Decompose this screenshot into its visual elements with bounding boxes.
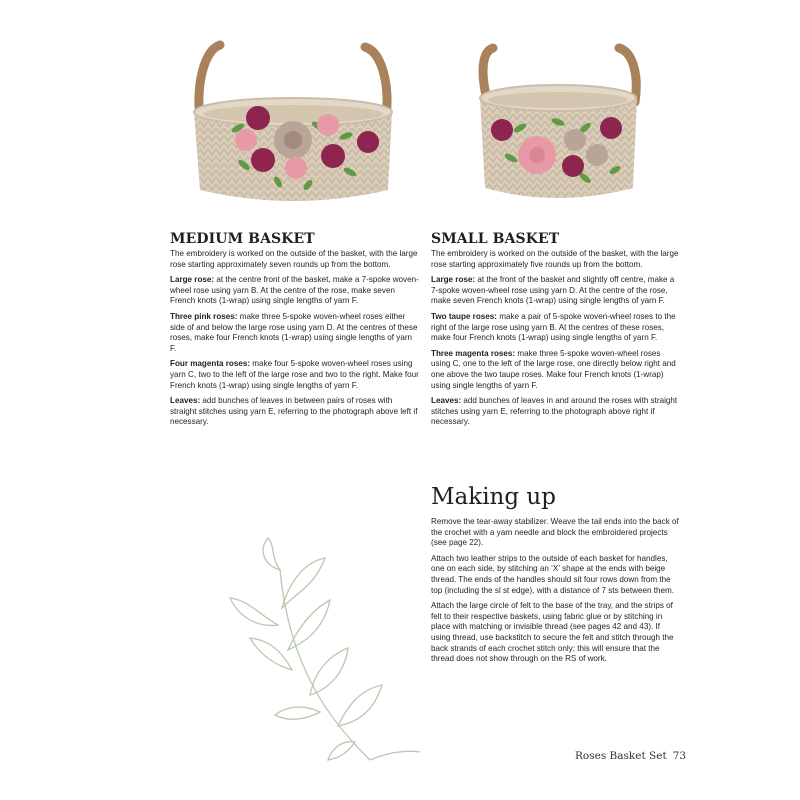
medium-item [170, 396, 420, 428]
item-text: add bunches of leaves in and around the roses with straight stitches using yarn E, referring to the photograph above right if necessary. [431, 396, 678, 427]
medium-basket-section [170, 231, 420, 433]
medium-item [170, 359, 420, 391]
item-text: add bunches of leaves in between pairs of roses with straight stitches using yarn E, referring to the photograph above left if necessary. [170, 396, 418, 427]
page-number: 73 [672, 750, 687, 762]
item-label: Large rose: [431, 275, 476, 285]
item-text: at the centre front of the basket, make a 7-spoke woven-wheel rose using yarn B. At the centre of the rose, make seven French knots (1-wrap) using single lengths of yarn F. [170, 275, 419, 306]
making-up-heading: Making up [431, 484, 556, 510]
item-label: Leaves: [170, 396, 201, 406]
item-text: make a pair of 5-spoke woven-wheel roses to the right of the large rose using yarn B. At the centres of these roses, make four French knots (1-wrap) using single lengths of yarn F. [431, 311, 676, 343]
small-basket-section [431, 231, 681, 433]
item-label: Two taupe roses: [431, 311, 497, 321]
item-text: make four 5-spoke woven-wheel roses using yarn C, two to the left of the large rose and two to the right. Make four French knots (1-wrap) using single lengths of yarn F. [170, 359, 419, 390]
making-up-paragraph: Attach two leather strips to the outside of each basket for handles, one on each side, by stitching an ‘X’ shape at the ends with beige thread. The ends of the handles should sit four rows down from the top (including the sl st edge), with a distance of 7 sts between them. [431, 553, 674, 595]
medium-basket-photo [168, 30, 418, 225]
item-label: Four magenta roses: [170, 359, 251, 369]
page-footer [575, 750, 686, 762]
decorative-vine-illustration [220, 530, 460, 770]
small-item [431, 312, 681, 344]
item-text: make three 5-spoke woven-wheel roses either side of and below the large rose using yarn D. At the centres of these roses, make four French knots (1-wrap) using single lengths of yarn F. [170, 311, 418, 353]
making-up-paragraph: Attach the large circle of felt to the base of the tray, and the strips of felt to their respective baskets, using fabric glue or by stitching in place with matching or invisible thread (see pages 42 and 43). If using thread, use backstitch to secure the felt and stitch through the back strands of each crochet stitch only; this will ensure that the thread does not show through on the RS of work. [431, 601, 674, 664]
item-label: Three magenta roses: [431, 348, 516, 358]
medium-basket-heading: MEDIUM BASKET [170, 231, 315, 247]
making-up-paragraph: Remove the tear-away stabilizer. Weave the tail ends into the back of the crochet with a yarn needle and block the embroidered projects (see page 22). [431, 517, 679, 548]
making-up-section [431, 484, 681, 670]
medium-intro: The embroidery is worked on the outside of the basket, with the large rose starting approximately seven rounds up from the bottom. [170, 249, 418, 269]
small-item [431, 349, 681, 391]
small-item [431, 396, 681, 428]
item-label: Large rose: [170, 275, 215, 285]
item-text: make three 5-spoke woven-wheel roses using C, one to the left of the large rose, one directly below right and one above the two taupe roses. Make four French knots (1-wrap) using single lengths of yarn F. [431, 348, 676, 390]
item-text: at the front of the basket and slightly off centre, make a 7-spoke woven-wheel rose using yarn D. At the centre of the rose, make seven French knots (1-wrap) using single lengths of yarn F. [431, 275, 675, 306]
small-basket-photo [425, 30, 680, 225]
small-intro: The embroidery is worked on the outside of the basket, with the large rose starting approximately five rounds up from the bottom. [431, 249, 679, 269]
small-basket-heading: SMALL BASKET [431, 231, 560, 247]
medium-item [170, 275, 420, 307]
small-item [431, 275, 681, 307]
book-title: Roses Basket Set [575, 750, 667, 762]
item-label: Three pink roses: [170, 311, 238, 321]
item-label: Leaves: [431, 396, 462, 406]
medium-item [170, 312, 420, 354]
